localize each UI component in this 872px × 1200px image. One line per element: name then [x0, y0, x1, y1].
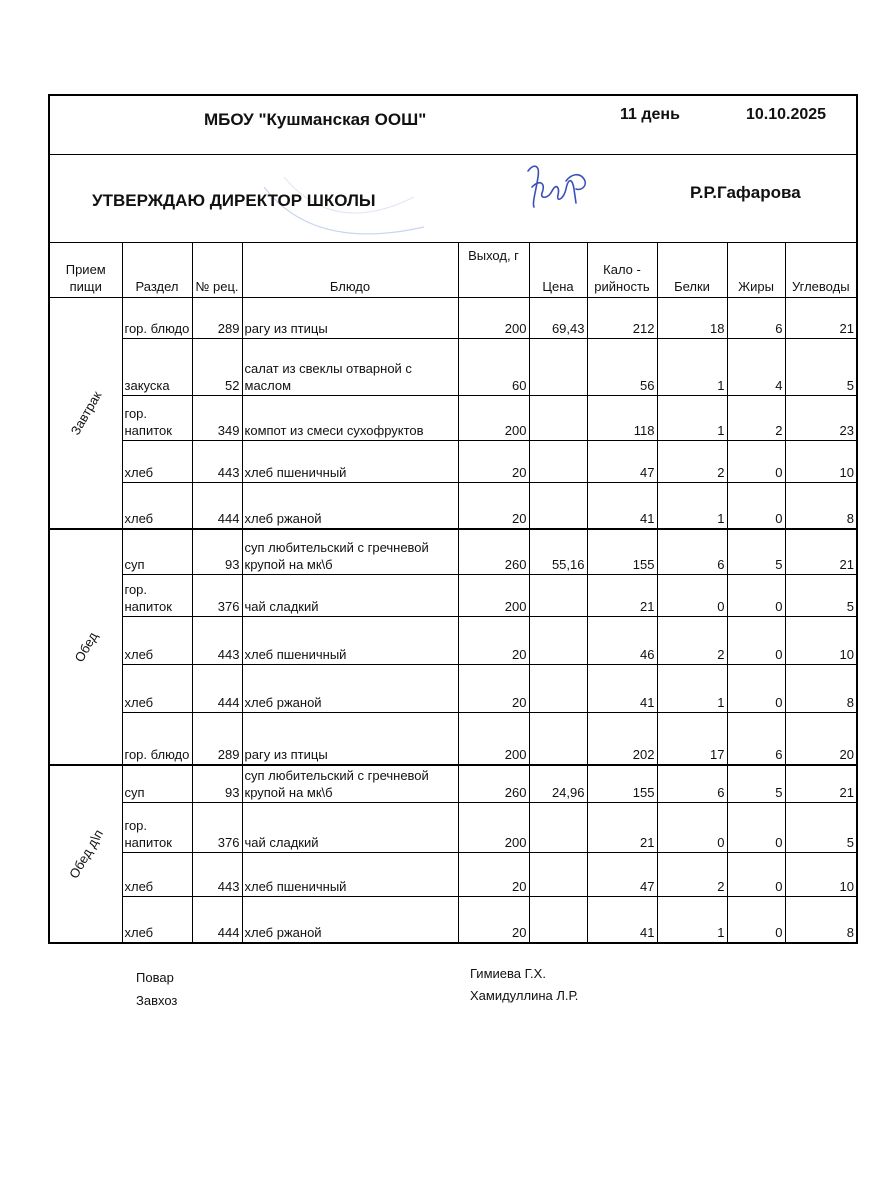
cell-protein: 2	[657, 441, 727, 483]
cell-price	[529, 713, 587, 765]
cell-carbs: 5	[785, 575, 857, 617]
header-top	[48, 94, 858, 155]
cell-section: гор. напиток	[122, 396, 192, 441]
table-row	[49, 713, 857, 765]
table-row	[49, 529, 857, 575]
cell-yield: 200	[458, 298, 529, 339]
cell-dish: хлеб пшеничный	[242, 617, 458, 665]
cell-price: 24,96	[529, 765, 587, 803]
director-signature	[522, 159, 594, 213]
meal-name: Завтрак	[67, 388, 105, 438]
cook-label: Повар	[136, 970, 174, 985]
cell-section: хлеб	[122, 853, 192, 897]
cell-carbs: 10	[785, 441, 857, 483]
cell-recipe: 444	[192, 897, 242, 943]
table-row	[49, 396, 857, 441]
cell-yield: 20	[458, 897, 529, 943]
cell-recipe: 289	[192, 713, 242, 765]
approval-title: УТВЕРЖДАЮ ДИРЕКТОР ШКОЛЫ	[92, 191, 376, 210]
cell-protein: 1	[657, 897, 727, 943]
cell-section: гор. блюдо	[122, 713, 192, 765]
cell-yield: 60	[458, 339, 529, 396]
cell-dish: чай сладкий	[242, 803, 458, 853]
cell-protein: 18	[657, 298, 727, 339]
cell-carbs: 20	[785, 713, 857, 765]
cell-recipe: 289	[192, 298, 242, 339]
cell-yield: 200	[458, 396, 529, 441]
cell-price	[529, 803, 587, 853]
cell-fat: 6	[727, 298, 785, 339]
cell-dish: хлеб ржаной	[242, 665, 458, 713]
cell-dish: чай сладкий	[242, 575, 458, 617]
menu-sheet	[48, 94, 856, 946]
table-row	[49, 853, 857, 897]
cell-recipe: 93	[192, 529, 242, 575]
cell-price	[529, 339, 587, 396]
cell-price: 55,16	[529, 529, 587, 575]
cell-calories: 21	[587, 803, 657, 853]
col-section: Раздел	[122, 243, 192, 298]
cell-section: хлеб	[122, 665, 192, 713]
cell-carbs: 10	[785, 853, 857, 897]
cell-price	[529, 575, 587, 617]
cell-dish: суп любительский с гречневой крупой на мк\б	[242, 765, 458, 803]
cell-dish: компот из смеси сухофруктов	[242, 396, 458, 441]
cell-section: хлеб	[122, 483, 192, 529]
cell-yield: 20	[458, 441, 529, 483]
director-name: Р.Р.Гафарова	[690, 183, 801, 202]
meal-name: Обед д\п	[65, 826, 106, 881]
col-fat: Жиры	[727, 243, 785, 298]
cell-fat: 6	[727, 713, 785, 765]
cell-carbs: 5	[785, 339, 857, 396]
cell-dish: хлеб ржаной	[242, 897, 458, 943]
cell-recipe: 443	[192, 617, 242, 665]
cell-recipe: 444	[192, 483, 242, 529]
cell-yield: 200	[458, 713, 529, 765]
col-carbs: Углеводы	[785, 243, 857, 298]
cell-recipe: 376	[192, 575, 242, 617]
cell-yield: 20	[458, 483, 529, 529]
cell-recipe: 444	[192, 665, 242, 713]
cell-recipe: 443	[192, 853, 242, 897]
col-protein: Белки	[657, 243, 727, 298]
table-row	[49, 441, 857, 483]
cell-carbs: 8	[785, 897, 857, 943]
school-name: МБОУ "Кушманская ООШ"	[204, 110, 427, 129]
table-row	[49, 665, 857, 713]
cell-protein: 1	[657, 665, 727, 713]
cell-price	[529, 897, 587, 943]
col-price: Цена	[529, 243, 587, 298]
cell-section: гор. напиток	[122, 803, 192, 853]
meal-name: Обед	[71, 628, 101, 665]
cell-recipe: 443	[192, 441, 242, 483]
cell-price: 69,43	[529, 298, 587, 339]
cell-carbs: 5	[785, 803, 857, 853]
col-recipe: № рец.	[192, 243, 242, 298]
cell-calories: 47	[587, 441, 657, 483]
cell-dish: рагу из птицы	[242, 298, 458, 339]
cook-name: Гимиева Г.Х.	[470, 966, 546, 981]
cell-price	[529, 617, 587, 665]
menu-table	[48, 242, 858, 944]
cell-price	[529, 441, 587, 483]
table-row	[49, 575, 857, 617]
cell-calories: 46	[587, 617, 657, 665]
cell-fat: 0	[727, 575, 785, 617]
cell-protein: 2	[657, 853, 727, 897]
cell-carbs: 21	[785, 529, 857, 575]
cell-fat: 0	[727, 483, 785, 529]
cell-dish: рагу из птицы	[242, 713, 458, 765]
col-meal: Прием пищи	[49, 243, 122, 298]
cell-protein: 6	[657, 529, 727, 575]
cell-calories: 41	[587, 897, 657, 943]
cell-carbs: 21	[785, 765, 857, 803]
cell-price	[529, 483, 587, 529]
meal-group-cell	[49, 298, 122, 529]
cell-price	[529, 396, 587, 441]
cell-carbs: 8	[785, 665, 857, 713]
cell-fat: 0	[727, 617, 785, 665]
cell-protein: 0	[657, 575, 727, 617]
cell-recipe: 376	[192, 803, 242, 853]
cell-calories: 202	[587, 713, 657, 765]
cell-yield: 260	[458, 529, 529, 575]
cell-section: суп	[122, 529, 192, 575]
cell-yield: 200	[458, 575, 529, 617]
cell-dish: суп любительский с гречневой крупой на мк\б	[242, 529, 458, 575]
meal-group-cell	[49, 765, 122, 943]
cell-protein: 0	[657, 803, 727, 853]
cell-yield: 200	[458, 803, 529, 853]
cell-price	[529, 853, 587, 897]
cell-fat: 0	[727, 803, 785, 853]
col-yield: Выход, г	[458, 243, 529, 298]
menu-date: 10.10.2025	[746, 106, 827, 123]
meal-group-cell	[49, 529, 122, 765]
cell-dish: хлеб ржаной	[242, 483, 458, 529]
cell-yield: 20	[458, 617, 529, 665]
col-dish: Блюдо	[242, 243, 458, 298]
cell-fat: 0	[727, 665, 785, 713]
cell-recipe: 93	[192, 765, 242, 803]
cell-calories: 212	[587, 298, 657, 339]
cell-carbs: 21	[785, 298, 857, 339]
cell-section: закуска	[122, 339, 192, 396]
cell-protein: 1	[657, 396, 727, 441]
cell-calories: 118	[587, 396, 657, 441]
cell-section: хлеб	[122, 617, 192, 665]
cell-yield: 20	[458, 853, 529, 897]
cell-section: гор. напиток	[122, 575, 192, 617]
cell-section: хлеб	[122, 441, 192, 483]
day-number: 11 день	[620, 106, 680, 123]
cell-fat: 5	[727, 765, 785, 803]
cell-calories: 41	[587, 665, 657, 713]
cell-protein: 6	[657, 765, 727, 803]
cell-fat: 0	[727, 441, 785, 483]
cell-calories: 47	[587, 853, 657, 897]
cell-calories: 41	[587, 483, 657, 529]
table-row	[49, 765, 857, 803]
cell-carbs: 23	[785, 396, 857, 441]
table-row	[49, 298, 857, 339]
cell-fat: 0	[727, 853, 785, 897]
cell-recipe: 52	[192, 339, 242, 396]
cell-calories: 155	[587, 529, 657, 575]
cell-yield: 20	[458, 665, 529, 713]
cell-protein: 17	[657, 713, 727, 765]
cell-calories: 56	[587, 339, 657, 396]
table-row	[49, 339, 857, 396]
cell-protein: 2	[657, 617, 727, 665]
cell-recipe: 349	[192, 396, 242, 441]
cell-calories: 155	[587, 765, 657, 803]
header-approval	[48, 153, 858, 242]
cell-yield: 260	[458, 765, 529, 803]
cell-protein: 1	[657, 483, 727, 529]
cell-section: хлеб	[122, 897, 192, 943]
storekeeper-label: Завхоз	[136, 993, 178, 1008]
cell-carbs: 8	[785, 483, 857, 529]
cell-fat: 2	[727, 396, 785, 441]
cell-dish: салат из свеклы отварной с маслом	[242, 339, 458, 396]
cell-section: гор. блюдо	[122, 298, 192, 339]
cell-fat: 4	[727, 339, 785, 396]
col-calories: Кало - рийность	[587, 243, 657, 298]
storekeeper-name: Хамидуллина Л.Р.	[470, 988, 579, 1003]
cell-fat: 0	[727, 897, 785, 943]
cell-dish: хлеб пшеничный	[242, 441, 458, 483]
table-row	[49, 803, 857, 853]
table-header-row	[49, 243, 857, 298]
cell-dish: хлеб пшеничный	[242, 853, 458, 897]
cell-section: суп	[122, 765, 192, 803]
table-row	[49, 617, 857, 665]
cell-fat: 5	[727, 529, 785, 575]
table-row	[49, 897, 857, 943]
cell-protein: 1	[657, 339, 727, 396]
cell-price	[529, 665, 587, 713]
cell-calories: 21	[587, 575, 657, 617]
cell-carbs: 10	[785, 617, 857, 665]
table-row	[49, 483, 857, 529]
